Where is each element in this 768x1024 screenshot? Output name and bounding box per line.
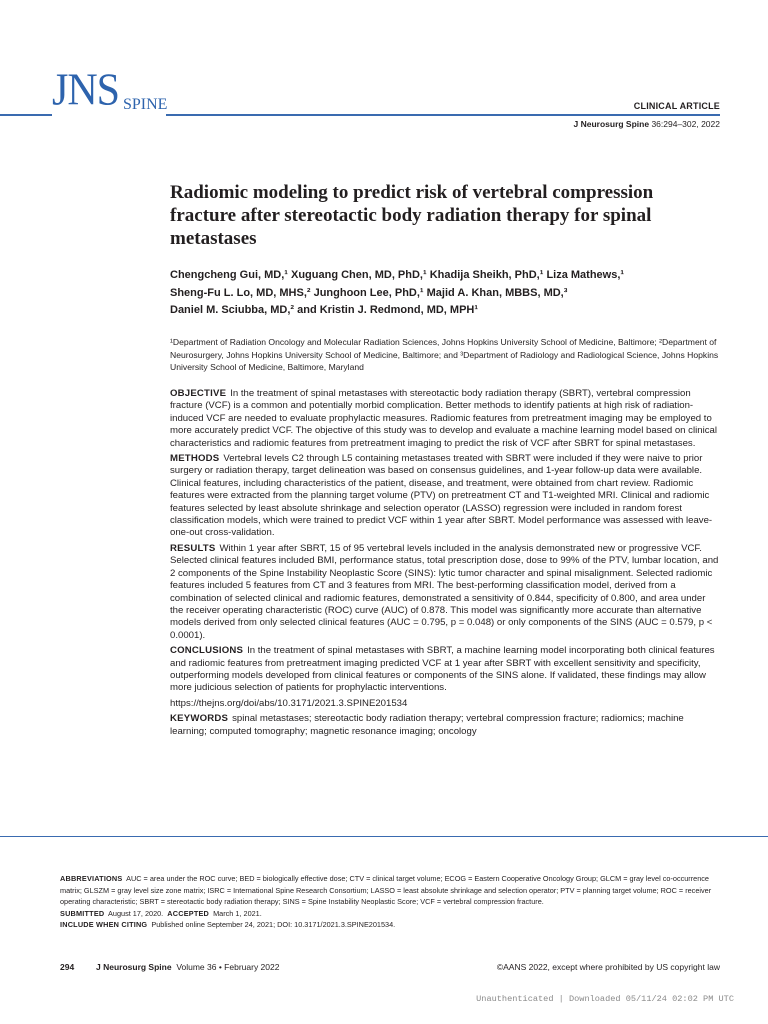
abstract-keywords: [170, 713, 720, 738]
journal-citation: [574, 119, 721, 129]
author-line: Daniel M. Sciubba, MD,² and Kristin J. Redmond, MD, MPH¹: [170, 304, 479, 316]
article-title: Radiomic modeling to predict risk of vertebral compression fracture after stereotactic body radiation therapy for spinal metastases: [170, 182, 654, 249]
copyright: ©AANS 2022, except where prohibited by US copyright law: [496, 962, 720, 972]
keywords-heading: KEYWORDS: [170, 713, 229, 725]
download-stamp: Unauthenticated | Downloaded 05/11/24 02:02 PM UTC: [476, 994, 734, 1004]
submitted-heading: SUBMITTED: [60, 908, 105, 918]
header-rule-left: [0, 114, 52, 116]
accepted-heading: ACCEPTED: [167, 908, 210, 918]
citation-journal: J Neurosurg Spine: [573, 119, 650, 129]
submitted-date: August 17, 2020.: [108, 908, 164, 918]
include-heading: INCLUDE WHEN CITING: [60, 920, 148, 930]
keywords-text: spinal metastases; stereotactic body radiation therapy; vertebral compression fracture; radiomics; machine learning; computed tomography; magnetic resonance imaging; oncology: [170, 713, 684, 737]
abbreviations: [60, 873, 720, 908]
footer-journal-name: J Neurosurg Spine: [96, 962, 172, 972]
doi-link[interactable]: https://thejns.org/doi/abs/10.3171/2021.3.SPINE201534: [170, 697, 408, 709]
footer-issue: Volume 36 • February 2022: [176, 962, 280, 972]
header-rule-right: [166, 114, 720, 116]
citation-detail: 36:294–302, 2022: [651, 119, 720, 129]
include-when-citing: [60, 919, 720, 931]
results-text: Within 1 year after SBRT, 15 of 95 vertebral levels included in the analysis demonstrated new or progressive VCF. Selected clinical features included BMI, performance status, total prescription dose, dose to 99% of the PTV, lumbar location, and 2 components of the Spine Instability Neoplastic Score (SINS): lytic tumor character and spinal misalignment. Selected radiomic features included 5 features from CT and 3 features from MRI. The best-performing classification model, derived from a combination of selected clinical and radiomic features, demonstrated a sensitivity of 0.844, specificity of 0.800, and area under the receiver operating characteristic (ROC) curve (AUC) of 0.878. This model was significantly more accurate than alternative models derived from only selected clinical features (AUC = 0.795, p = 0.048) or only components of the SINS (AUC = 0.579, p < 0.0001).: [170, 542, 719, 641]
footnotes: [60, 873, 720, 931]
abbreviations-heading: ABBREVIATIONS: [60, 874, 123, 883]
methods-heading: METHODS: [170, 453, 220, 465]
page-number: 294: [60, 962, 75, 972]
conclusions-heading: CONCLUSIONS: [170, 645, 244, 657]
methods-text: Vertebral levels C2 through L5 containing metastases treated with SBRT were included if they were naive to prior surgery or radiation therapy, target delineation was based on consensus guidelines, and 1-year follow-up data were available. Clinical features, including characteristics of the patient, disease, and treatment, were obtained from chart review. Radiomic features were extracted from the planning target volume (PTV) on pretreatment CT and T1-weighted MRI. Clinical and radiomic features selected by least absolute shrinkage and selection operator (LASSO) regression were included in random forest classification models, which were trained to predict VCF within 1 year after SBRT. Model performance was assessed with leave-one-out cross-validation.: [170, 453, 713, 539]
abstract-objective: [170, 388, 720, 450]
author-list: [170, 267, 730, 320]
abstract: [170, 388, 720, 741]
objective-text: In the treatment of spinal metastases with stereotactic body radiation therapy (SBRT), vertebral compression fracture (VCF) is a common and potentially morbid complication. Better methods to identify patients at high risk of radiation-induced VCF are needed to evaluate prophylactic measures. Radiomic features from pretreatment imaging may be employed to more accurately predict VCF. The objective of this study was to develop and evaluate a machine learning model based on clinical characteristics and radiomic features from pretreatment imaging to predict the risk of VCF after SBRT for spinal metastases.: [170, 388, 717, 449]
accepted-date: March 1, 2021.: [213, 908, 262, 918]
journal-logo-subtitle: SPINE: [123, 96, 168, 113]
journal-logo: JNS: [52, 65, 120, 116]
abbreviations-text: AUC = area under the ROC curve; BED = biologically effective dose; CTV = clinical target volume; ECOG = Eastern Cooperative Oncology Group; GLCM = gray level co-occurrence matrix; GLSZM = gray level size zone matrix; ISRC = International Spine Research Consortium; LASSO = least absolute shrinkage and selection operator; PTV = planning target volume; ROC = receiver operating characteristic; SBRT = stereotactic body radiation therapy; SINS = Spine Instability Neoplastic Score; VCF = vertebral compression fracture.: [60, 874, 712, 907]
article-type: CLINICAL ARTICLE: [633, 101, 720, 111]
author-line: Sheng-Fu L. Lo, MD, MHS,² Junghoon Lee, PhD,¹ Majid A. Khan, MBBS, MD,³: [170, 286, 568, 299]
affiliations: ¹Department of Radiation Oncology and Molecular Radiation Sciences, Johns Hopkins University School of Medicine, Baltimore; ²Department of Neurosurgery, Johns Hopkins University School of Medicine, Baltimore; and ³Department of Radiology and Radiological Science, Johns Hopkins University School of Medicine, Baltimore, Maryland: [170, 337, 719, 373]
abstract-conclusions: [170, 645, 720, 695]
conclusions-text: In the treatment of spinal metastases with SBRT, a machine learning model incorporating both clinical features and radiomic features from pretreatment imaging predicted VCF at 1 year after SBRT with excellent sensitivity and specificity, outperforming models developed from clinical features or components of the SINS alone. If validated, these findings may allow more judicious selection of patients for prophylactic interventions.: [170, 645, 715, 694]
abstract-methods: [170, 453, 720, 540]
include-text: Published online September 24, 2021; DOI: 10.3171/2021.3.SPINE201534.: [151, 920, 396, 930]
footnote-rule: [0, 836, 768, 837]
objective-heading: OBJECTIVE: [170, 388, 227, 399]
results-heading: RESULTS: [170, 542, 216, 554]
abstract-results: [170, 543, 720, 642]
footer-journal: [96, 962, 279, 972]
author-line: Chengcheng Gui, MD,¹ Xuguang Chen, MD, PhD,¹ Khadija Sheikh, PhD,¹ Liza Mathews,¹: [170, 269, 625, 281]
dates: [60, 908, 720, 920]
